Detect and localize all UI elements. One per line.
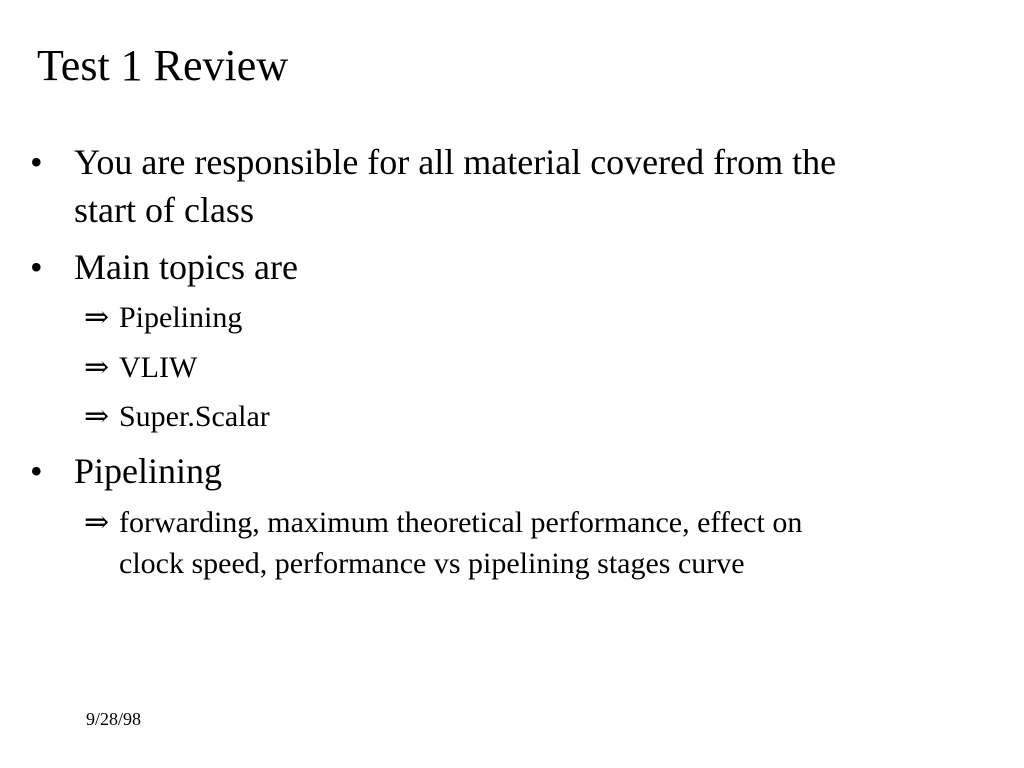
- subitem-text: VLIW: [119, 351, 198, 384]
- subitem-text: Pipelining: [119, 301, 243, 334]
- bullet-text-continued: start of class: [74, 190, 254, 230]
- bullet-text: Pipelining: [74, 451, 223, 491]
- slide-title: Test 1 Review: [37, 41, 289, 90]
- slide-date: 9/28/98: [86, 709, 142, 729]
- subitem-text-continued: clock speed, performance vs pipelining stages curve: [119, 547, 745, 580]
- implies-arrow-icon: ⇒: [84, 506, 110, 539]
- bullet-icon: •: [30, 247, 43, 287]
- subitem-text: forwarding, maximum theoretical performance, effect on: [119, 506, 803, 539]
- implies-arrow-icon: ⇒: [84, 400, 110, 433]
- bullet-text: Main topics are: [74, 247, 298, 287]
- bullet-text: You are responsible for all material covered from the: [74, 142, 837, 182]
- subitem-text: Super.Scalar: [119, 400, 270, 433]
- bullet-icon: •: [30, 142, 43, 182]
- bullet-icon: •: [30, 451, 43, 491]
- implies-arrow-icon: ⇒: [84, 351, 110, 384]
- implies-arrow-icon: ⇒: [84, 301, 110, 334]
